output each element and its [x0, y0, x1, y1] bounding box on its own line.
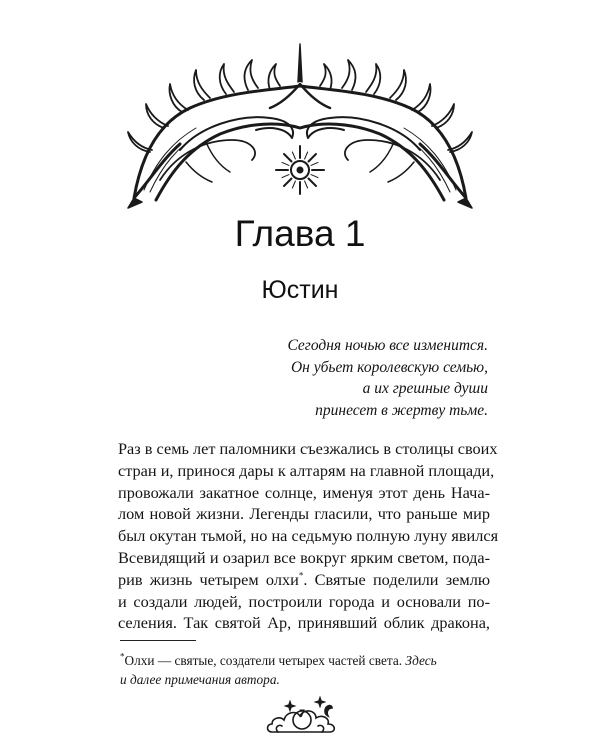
- text-line: был окутан тьмой, но на седьмую полную луну явился: [118, 526, 499, 546]
- crown-ornament-icon: [120, 30, 520, 230]
- footnote-divider: [120, 640, 196, 641]
- text-segment: рив жизнь четырем олхи: [118, 569, 299, 589]
- epigraph-line: Он убьет королевскую семью,: [290, 358, 488, 376]
- epigraph-line: принесет в жертву тьме.: [315, 401, 488, 419]
- page-number: 7: [299, 706, 305, 720]
- body-text: [118, 438, 499, 634]
- text-line: Раз в семь лет паломники съезжались в столицы своих: [118, 439, 498, 458]
- footnote-marker[interactable]: *: [298, 570, 304, 581]
- page-number-ornament: [262, 694, 342, 740]
- text-line: [118, 569, 490, 591]
- footnote-text: Олхи — святые, создатели четырех частей света.: [124, 653, 406, 668]
- footnote-italic: и далее примечания автора.: [120, 671, 280, 687]
- text-segment: . Святые поделили землю: [303, 569, 490, 589]
- text-line: стран и, принося дары к алтарям на главной площади,: [118, 460, 495, 480]
- footnote: [120, 652, 492, 689]
- text-line: провожали закатное солнце, именуя этот день Нача-: [118, 482, 490, 502]
- text-line: селения. Так святой Ар, принявший облик дракона,: [118, 613, 490, 633]
- epigraph-line: а их грешные души: [362, 380, 488, 397]
- chapter-name: Юстин: [261, 276, 339, 304]
- text-line: лом новой жизни. Легенды гласили, что раньше мир: [118, 504, 490, 524]
- text-line: Всевидящий и озарил все вокруг ярким светом, пода-: [118, 547, 490, 567]
- epigraph-line: Сегодня ночью все изменится.: [287, 337, 488, 354]
- epigraph: [287, 335, 488, 421]
- footnote-italic: Здесь: [405, 653, 437, 668]
- footnote-line: [120, 671, 492, 690]
- text-line: и создали людей, построили города и основали по-: [118, 591, 490, 611]
- footnote-line: [120, 652, 492, 671]
- footnote-marker: *: [120, 651, 125, 662]
- chapter-title: Глава 1: [234, 213, 366, 254]
